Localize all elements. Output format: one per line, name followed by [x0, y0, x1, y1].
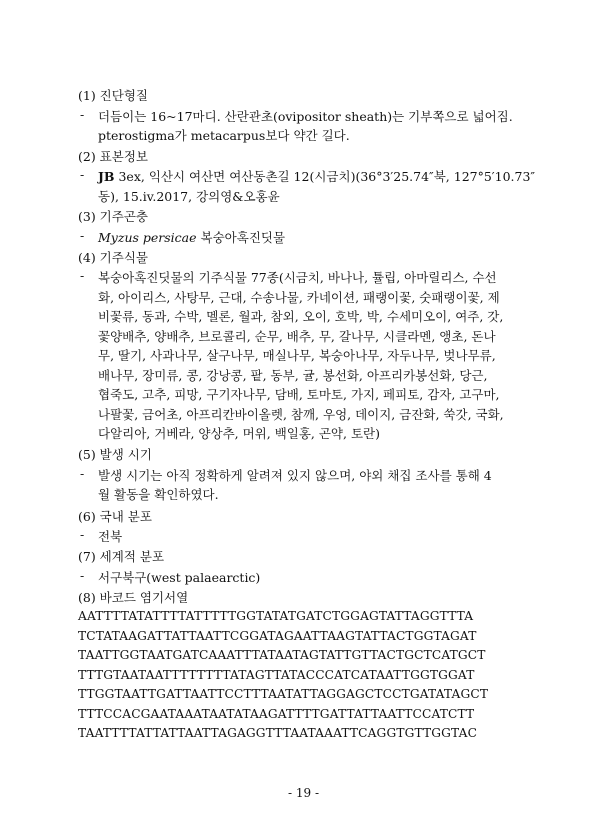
page-number: - 19 -	[287, 786, 319, 800]
domestic-distribution-text: 전북	[98, 528, 123, 544]
section-title-world-distribution: (7) 세계적 분포	[78, 549, 165, 565]
host-plants-text: 꽃양배추, 양배추, 브로콜리, 순무, 배추, 무, 갈나무, 시클라멘, 앵초, 돈나	[98, 328, 496, 344]
occurrence-text: 월 활동을 확인하였다.	[98, 487, 219, 503]
specimen-text: 동), 15.iv.2017, 강의영&오홍윤	[98, 188, 280, 204]
occurrence-text: 발생 시기는 아직 정확하게 알려져 있지 않으며, 야외 채집 조사를 통해 4	[98, 467, 492, 483]
dna-sequence-line: TAATTGGTAATGATCAAATTTATAATAGTATTGTTACTGCTCATGCT	[78, 648, 486, 662]
diagnosis-text: pterostigma가 metacarpus보다 약간 길다.	[98, 127, 350, 143]
section-title-domestic-distribution: (6) 국내 분포	[78, 508, 152, 524]
host-plants-text: 화, 아이리스, 사탕무, 근대, 수송나물, 카네이션, 패랭이꽃, 숫패랭이꽃, 제	[98, 289, 500, 305]
host-plants-text: 협죽도, 고추, 피망, 구기자나무, 담배, 토마토, 가지, 페피토, 감자, 고구마,	[98, 387, 500, 403]
section-title-host-plants: (4) 기주식물	[78, 249, 148, 265]
specimen-prefix: JB	[98, 169, 115, 185]
dna-sequence-line: TCTATAAGATTATTAATTCGGATAGAATTAAGTATTACTGGTAGAT	[78, 628, 477, 643]
dna-sequence-line: TTTCCACGAATAAATAATATAAGATTTTGATTATTAATTCCATCTT	[78, 706, 475, 721]
section-title-diagnosis: (1) 진단형질	[78, 88, 148, 103]
list-dash: -	[80, 526, 85, 542]
list-dash: -	[80, 227, 85, 243]
section-title-barcode: (8) 바코드 염기서열	[78, 589, 189, 605]
specimen-text	[98, 167, 535, 185]
section-title-specimen: (2) 표본정보	[78, 149, 148, 164]
list-dash: -	[80, 167, 85, 183]
dna-sequence-line: TTGGTAATTGATTAATTCCTTTAATATTAGGAGCTCCTGATATAGCT	[78, 687, 489, 701]
species-common-name: 복숭아혹진딧물	[200, 229, 286, 245]
world-distribution-text: 서구북구(west palaearctic)	[98, 569, 261, 585]
list-dash: -	[80, 268, 85, 284]
list-dash: -	[80, 107, 85, 123]
section-title-occurrence: (5) 발생 시기	[78, 447, 152, 463]
list-dash: -	[80, 465, 85, 481]
host-insect-text	[98, 228, 285, 246]
specimen-detail: 3ex, 익산시 여산면 여산동촌길 12(시금치)(36°3′25.74″북, 127°5′10.73″	[118, 169, 536, 185]
host-plants-text: 나팔꽃, 금어초, 아프리칸바이올렛, 참깨, 우엉, 데이지, 금잔화, 쑥갓, 국화,	[98, 406, 504, 422]
list-dash: -	[80, 567, 85, 583]
host-plants-text: 다알리아, 거베라, 양상추, 머위, 백일홍, 곤약, 토란)	[98, 426, 380, 442]
host-plants-text: 무, 딸기, 사과나무, 살구나무, 매실나무, 복숭아나무, 자두나무, 벚나무류,	[98, 348, 496, 364]
dna-sequence-line: TAATTTTATTATTAATTAGAGGTTTAATAAATTCAGGTGTTGGTAC	[78, 726, 478, 740]
species-name: Myzus persicae	[98, 229, 197, 245]
host-plants-text: 복숭아혹진딧물의 기주식물 77종(시금치, 바나나, 튤립, 아마릴리스, 수선	[98, 270, 497, 286]
host-plants-text: 비꽃류, 동과, 수박, 멜론, 월과, 참외, 오이, 호박, 박, 수세미오이, 여주, 갓,	[98, 309, 504, 325]
section-title-host-insect: (3) 기주곤충	[78, 209, 148, 225]
host-plants-text: 배나무, 장미류, 콩, 강낭콩, 팥, 동부, 귤, 봉선화, 아프리카봉선화, 당근,	[98, 367, 488, 383]
dna-sequence-line: AATTTTATATTTTATTTTTGGTATATGATCTGGAGTATTAGGTTTA	[78, 609, 474, 623]
dna-sequence-line: TTTGTAATAATTTTTTTTATAGTTATACCCATCATAATTGGTGGAT	[78, 667, 475, 682]
diagnosis-text: 더듬이는 16~17마디. 산란관초(ovipositor sheath)는 기부쪽으로 넓어짐.	[98, 109, 513, 125]
